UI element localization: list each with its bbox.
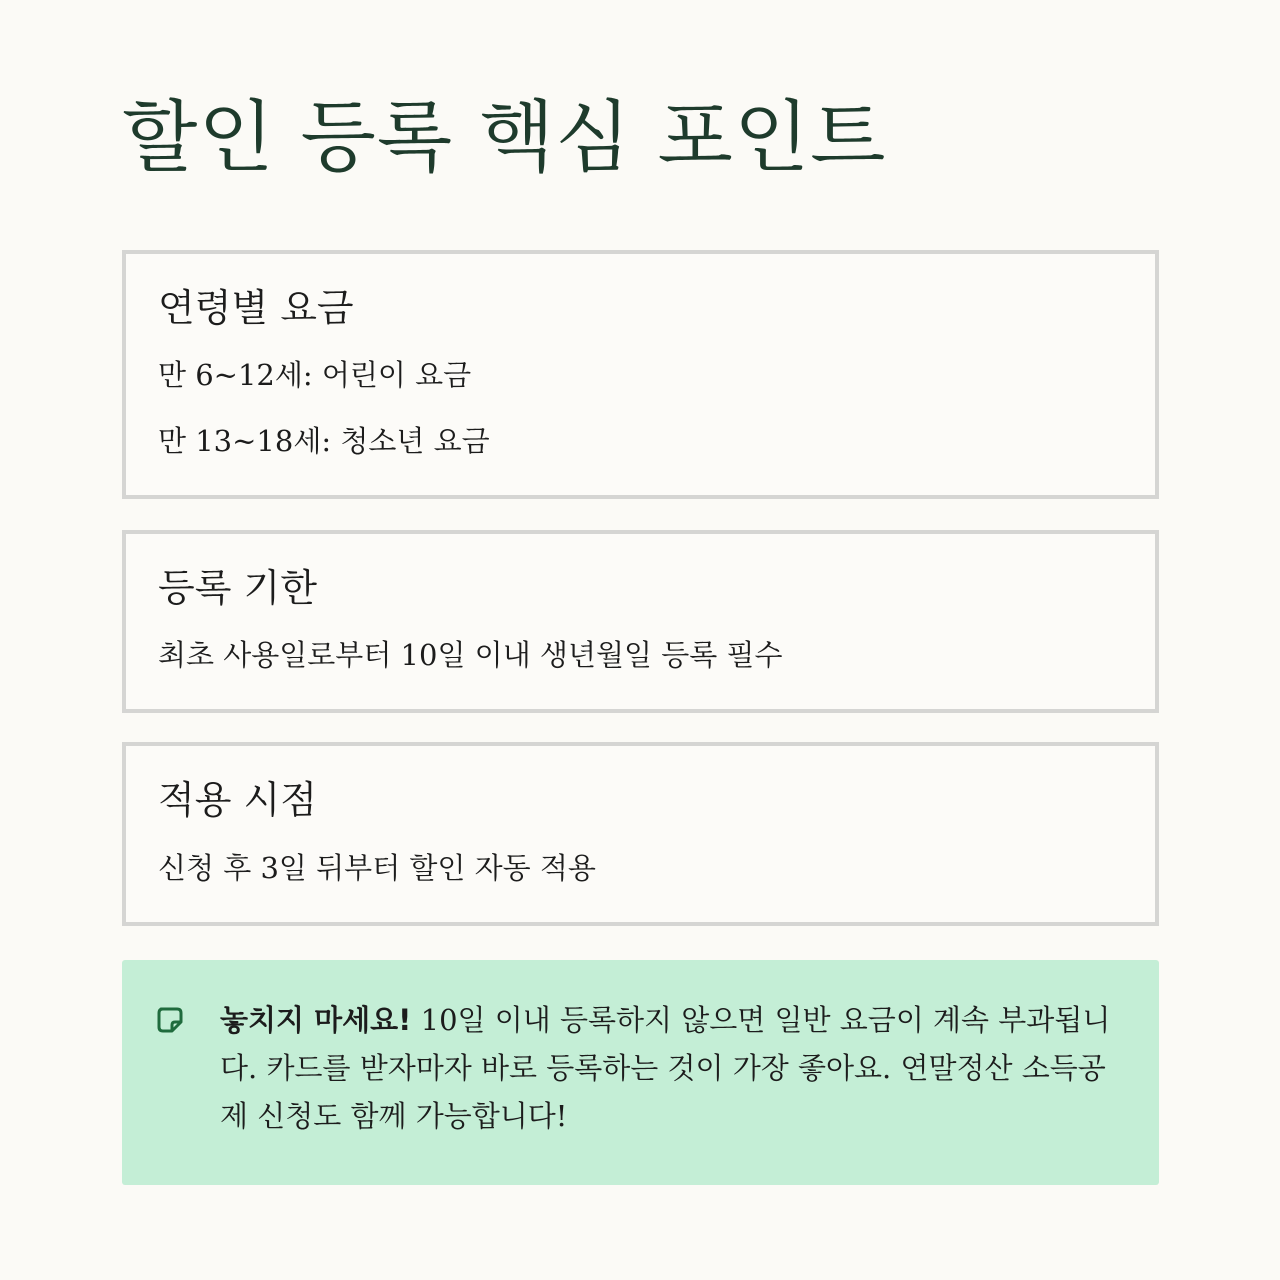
card-application-timing: [122, 742, 1159, 926]
card-age-fare: [122, 250, 1159, 499]
card-title: 연령별 요금: [158, 286, 354, 330]
tip-text: [220, 996, 1125, 1140]
card-line-deadline: 최초 사용일로부터 10일 이내 생년월일 등록 필수: [158, 638, 783, 672]
tip-body: 10일 이내 등록하지 않으면 일반 요금이 계속 부과됩니다. 카드를 받자마자 바로 등록하는 것이 가장 좋아요. 연말정산 소득공제 신청도 함께 가능합니다!: [220, 1003, 1111, 1133]
card-line-child-fare: 만 6~12세: 어린이 요금: [158, 358, 472, 392]
card-line-timing: 신청 후 3일 뒤부터 할인 자동 적용: [158, 851, 596, 885]
page-title: 할인 등록 핵심 포인트: [122, 93, 887, 183]
tip-emphasis: 놓치지 마세요!: [220, 1003, 412, 1037]
sticky-note-icon: [156, 1006, 184, 1034]
card-line-youth-fare: 만 13~18세: 청소년 요금: [158, 424, 490, 458]
card-registration-deadline: [122, 530, 1159, 713]
card-title: 등록 기한: [158, 566, 317, 610]
tip-callout: [122, 960, 1159, 1185]
card-title: 적용 시점: [158, 778, 317, 822]
